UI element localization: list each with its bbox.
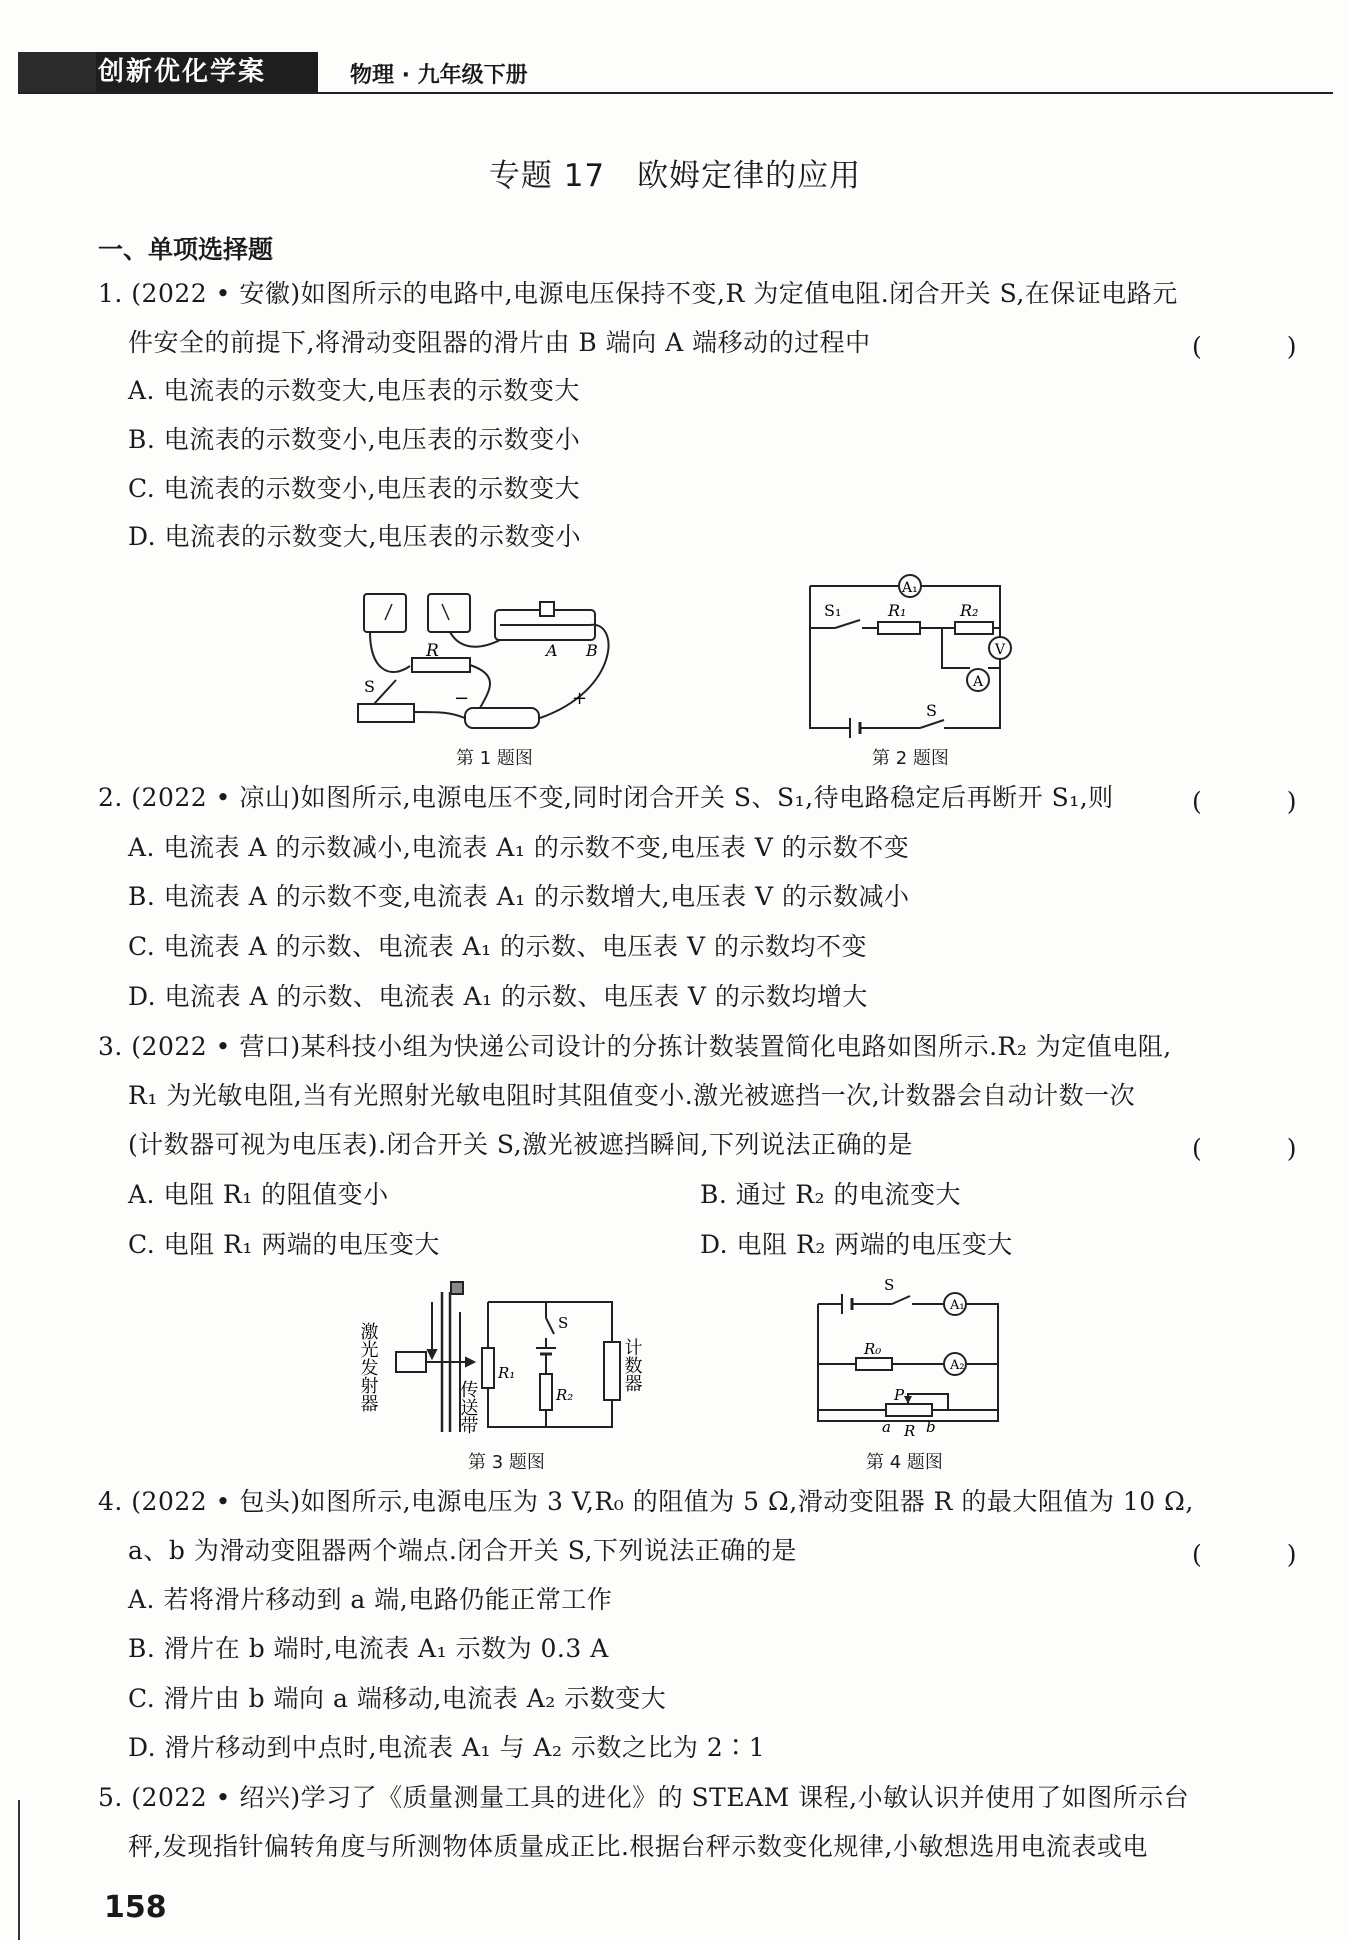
page-title: 专题 17 欧姆定律的应用 (488, 158, 862, 194)
fig2-caption: 第 2 题图 (872, 748, 949, 769)
q1-option-c: C. 电流表的示数变小,电压表的示数变大 (128, 474, 581, 503)
q1-option-d: D. 电流表的示数变大,电压表的示数变小 (128, 522, 581, 551)
subject-label: 物理 · 九年级下册 (350, 63, 528, 88)
fig3-caption: 第 3 题图 (468, 1452, 545, 1473)
q1-option-a: A. 电流表的示数变大,电压表的示数变大 (128, 376, 580, 405)
fig1-label-r: R (426, 641, 439, 661)
fig4-label-p: P (894, 1386, 905, 1404)
q3-answer-paren: ( ) (1192, 1134, 1327, 1163)
resistor-r (412, 658, 470, 672)
fig1-label-b: B (586, 641, 598, 660)
figure-2-circuit (800, 568, 1040, 738)
fig2-label-v: V (995, 642, 1006, 658)
q3-option-a: A. 电阻 R₁ 的阻值变小 (128, 1180, 389, 1209)
ammeter-body (364, 594, 406, 632)
fig1-label-s: S (364, 677, 375, 696)
fig4-label-a2: A₂ (950, 1358, 965, 1373)
fig1-caption: 第 1 题图 (456, 748, 533, 769)
q4-stem-line2: a、b 为滑动变阻器两个端点.闭合开关 S,下列说法正确的是 (128, 1536, 797, 1565)
fig3-label-s: S (558, 1314, 569, 1332)
switch-base (358, 704, 414, 722)
fig2-label-a1: A₁ (902, 580, 918, 596)
q3-stem-line1: 3. (2022 • 营口)某科技小组为快递公司设计的分拣计数装置简化电路如图所示.R₂ 为定值电阻, (98, 1032, 1172, 1061)
fig4-label-a: a (882, 1418, 891, 1436)
fig2-label-s1: S₁ (824, 601, 842, 620)
page-margin-rule (18, 1800, 20, 1940)
q1-stem-line1: 1. (2022 • 安徽)如图所示的电路中,电源电压保持不变,R 为定值电阻.闭合开关 S,在保证电路元 (98, 279, 1178, 308)
fig4-label-r: R (904, 1422, 916, 1440)
q2-option-b: B. 电流表 A 的示数不变,电流表 A₁ 的示数增大,电压表 V 的示数减小 (128, 882, 910, 911)
q3-option-b: B. 通过 R₂ 的电流变大 (700, 1180, 962, 1209)
r1-resistor (482, 1348, 494, 1388)
figure-3-circuit (357, 1282, 658, 1442)
q5-stem-line1: 5. (2022 • 绍兴)学习了《质量测量工具的进化》的 STEAM 课程,小敏认识并使用了如图所示台 (98, 1783, 1190, 1812)
q1-option-b: B. 电流表的示数变小,电压表的示数变小 (128, 425, 581, 454)
series-banner (18, 52, 318, 92)
q3-stem-line3: (计数器可视为电压表).闭合开关 S,激光被遮挡瞬间,下列说法正确的是 (128, 1130, 914, 1159)
fig2-label-s: S (926, 701, 937, 720)
fig4-caption: 第 4 题图 (866, 1452, 943, 1473)
q2-stem: 2. (2022 • 凉山)如图所示,电源电压不变,同时闭合开关 S、S₁,待电路稳定后再断开 S₁,则 (98, 783, 1114, 812)
fig3-label-counter: 计数器 (621, 1338, 643, 1392)
q3-option-c: C. 电阻 R₁ 两端的电压变大 (128, 1230, 440, 1259)
series-title: 创新优化学案 (98, 57, 267, 87)
q4-option-c: C. 滑片由 b 端向 a 端移动,电流表 A₂ 示数变大 (128, 1684, 667, 1713)
fig2-label-a: A (973, 674, 984, 690)
q3-option-d: D. 电阻 R₂ 两端的电压变大 (700, 1230, 1013, 1259)
fig3-label-r1: R₁ (498, 1364, 516, 1382)
fig3-label-laser: 激光发射器 (357, 1322, 379, 1412)
q5-stem-line2: 秤,发现指针偏转角度与所测物体质量成正比.根据台秤示数变化规律,小敏想选用电流表或电 (128, 1832, 1148, 1861)
voltmeter-body (428, 594, 470, 632)
q4-option-a: A. 若将滑片移动到 a 端,电路仍能正常工作 (128, 1585, 613, 1614)
section-heading: 一、单项选择题 (98, 235, 274, 264)
fig2-label-r2: R₂ (960, 601, 979, 620)
fig4-label-r0: R₀ (864, 1340, 882, 1358)
switch-lever (374, 680, 396, 704)
q4-option-d: D. 滑片移动到中点时,电流表 A₁ 与 A₂ 示数之比为 2∶1 (128, 1733, 766, 1762)
fig1-label-plus: + (572, 688, 588, 709)
q2-answer-paren: ( ) (1192, 787, 1327, 816)
q4-stem-line1: 4. (2022 • 包头)如图所示,电源电压为 3 V,R₀ 的阻值为 5 Ω,滑动变阻器 R 的最大阻值为 10 Ω, (98, 1487, 1194, 1516)
q3-stem-line2: R₁ 为光敏电阻,当有光照射光敏电阻时其阻值变小.激光被遮挡一次,计数器会自动计数一次 (128, 1081, 1136, 1110)
fig1-label-a: A (546, 641, 558, 660)
q2-option-c: C. 电流表 A 的示数、电流表 A₁ 的示数、电压表 V 的示数均不变 (128, 932, 867, 961)
q2-option-d: D. 电流表 A 的示数、电流表 A₁ 的示数、电压表 V 的示数均增大 (128, 982, 868, 1011)
fig1-label-minus: − (454, 688, 470, 709)
counter-box (604, 1342, 620, 1400)
q2-option-a: A. 电流表 A 的示数减小,电流表 A₁ 的示数不变,电压表 V 的示数不变 (128, 833, 910, 862)
laser-emitter (396, 1352, 426, 1372)
q1-answer-paren: ( ) (1192, 332, 1327, 361)
page-number: 158 (104, 1890, 167, 1925)
header-rule (18, 92, 1333, 94)
q4-option-b: B. 滑片在 b 端时,电流表 A₁ 示数为 0.3 A (128, 1634, 609, 1663)
figure-4-circuit (808, 1276, 1008, 1446)
fig4-label-s: S (884, 1276, 895, 1294)
r2-resistor (540, 1374, 552, 1410)
battery-holder (465, 708, 539, 728)
fig3-label-belt: 传送带 (457, 1380, 479, 1434)
banner-stub (18, 52, 96, 92)
fig4-label-a1: A₁ (950, 1298, 965, 1313)
fig2-label-r1: R₁ (888, 601, 907, 620)
fig4-label-b: b (926, 1418, 936, 1436)
q1-stem-line2: 件安全的前提下,将滑动变阻器的滑片由 B 端向 A 端移动的过程中 (128, 328, 871, 357)
figure-1-circuit (350, 580, 650, 740)
fig3-label-r2: R₂ (556, 1386, 574, 1404)
q4-answer-paren: ( ) (1192, 1540, 1327, 1569)
